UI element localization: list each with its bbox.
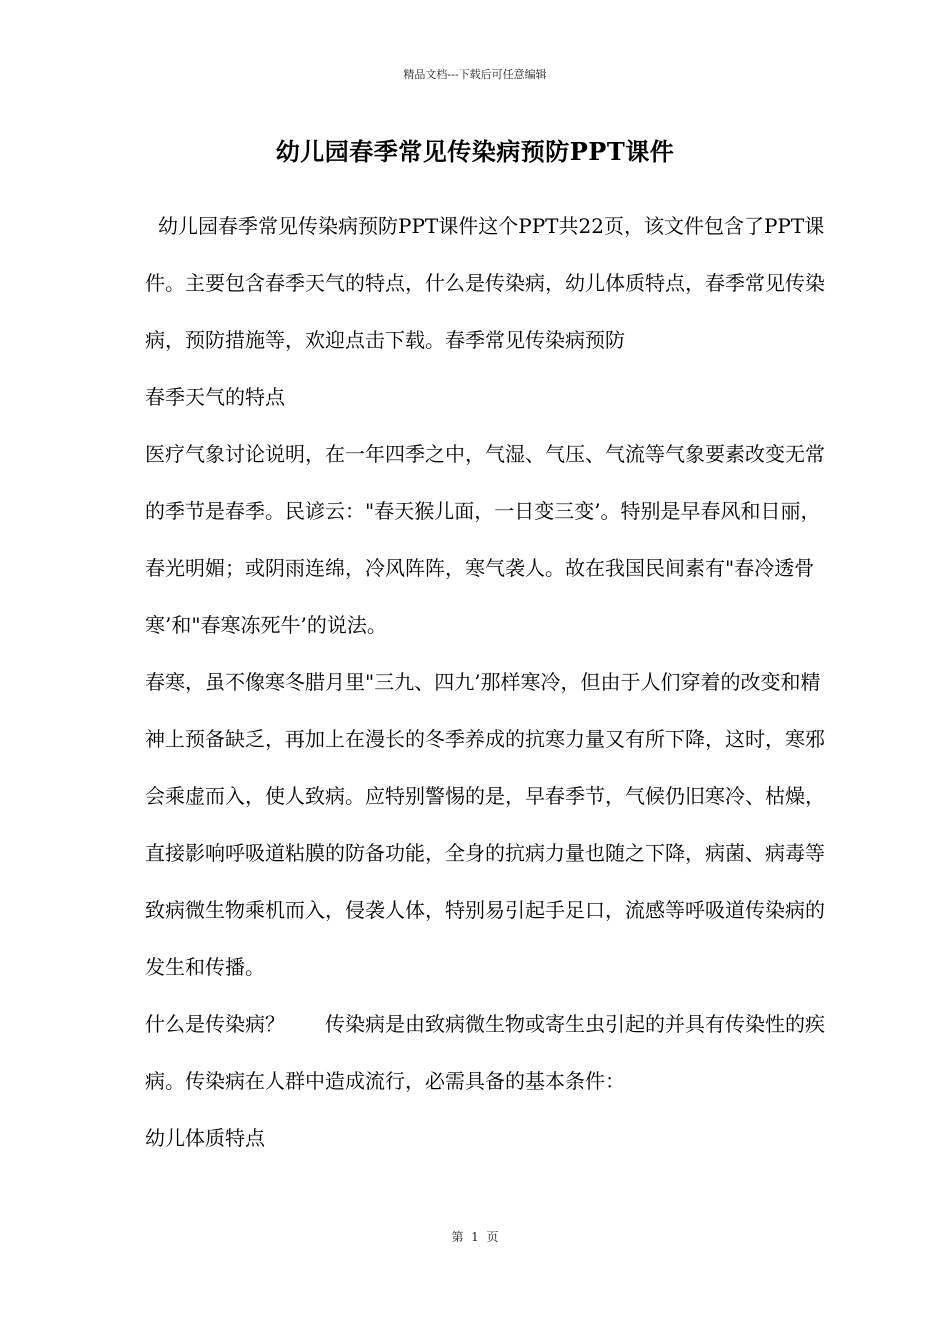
intro-paragraph: 幼儿园春季常见传染病预防PPT课件这个PPT共22页，该文件包含了PPT课件。主要包含春季天气的特点，什么是传染病，幼儿体质特点，春季常见传染病，预防措施等，欢迎点击下载。春季常见传染病预防 bbox=[145, 214, 825, 352]
infectious-disease-paragraph: 什么是传染病？ 传染病是由致病微生物或寄生虫引起的并具有传染性的疾病。传染病在人群中造成流行，必需具备的基本条件： bbox=[145, 1012, 825, 1093]
section-heading-child-constitution: 幼儿体质特点 bbox=[145, 1126, 265, 1150]
page-footer bbox=[0, 1228, 950, 1246]
spring-weather-paragraph: 医疗气象讨论说明，在一年四季之中，气湿、气压、气流等气象要素改变无常的季节是春季。民谚云："春天猴儿面，一日变三变’。特别是早春风和日丽，春光明媚；或阴雨连绵，冷风阵阵，寒气袭人。故在我国民间素有"春冷透骨寒’和"春寒冻死牛’的说法。 bbox=[145, 442, 825, 637]
spring-cold-paragraph: 春寒，虽不像寒冬腊月里"三九、四九’那样寒冷，但由于人们穿着的改变和精神上预备缺乏，再加上在漫长的冬季养成的抗寒力量又有所下降，这时，寒邪会乘虚而入，使人致病。应特别警惕的是，早春季节，气候仍旧寒冷、枯燥，直接影响呼吸道粘膜的防备功能，全身的抗病力量也随之下降，病菌、病毒等致病微生物乘机而入，侵袭人体，特别易引起手足口，流感等呼吸道传染病的发生和传播。 bbox=[145, 670, 825, 979]
page-label-prefix: 第 bbox=[451, 1230, 464, 1244]
document-title: 幼儿园春季常见传染病预防PPT课件 bbox=[275, 137, 675, 166]
section-heading-spring-weather: 春季天气的特点 bbox=[145, 385, 285, 409]
page-header: 精品文档---下载后可任意编辑 bbox=[403, 68, 547, 81]
page-number: 1 bbox=[471, 1230, 479, 1244]
page-label-suffix: 页 bbox=[486, 1230, 499, 1244]
document-body bbox=[145, 198, 825, 1167]
